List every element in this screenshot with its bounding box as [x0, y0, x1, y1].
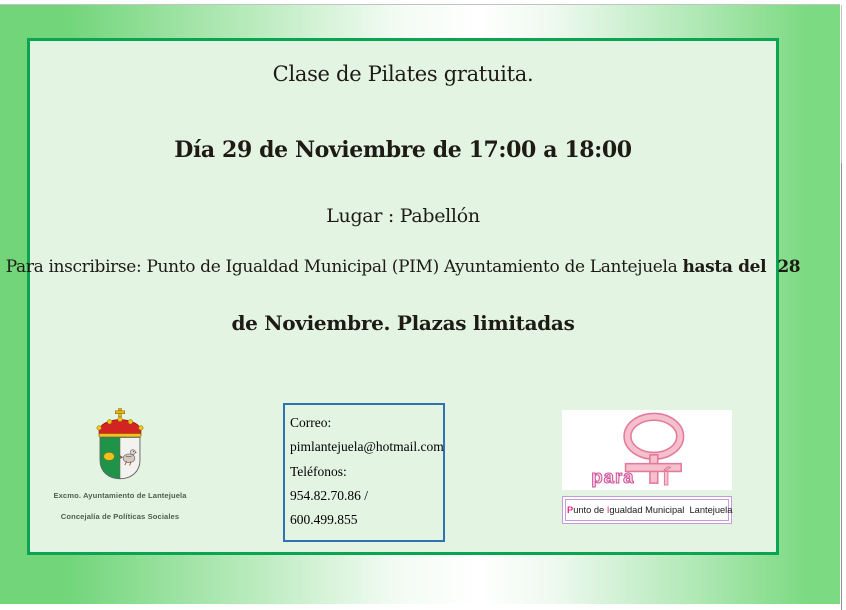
pim-caption-unto: unto de — [573, 505, 607, 515]
pim-logo-block — [562, 410, 732, 524]
pim-caption — [562, 496, 732, 524]
inscription-line-2: de Noviembre. Plazas limitadas — [231, 311, 575, 335]
contact-email-label: Correo: — [290, 415, 332, 430]
event-location-line: Lugar : Pabellón — [326, 205, 480, 227]
pim-caption-rest: gualdad Municipal Lantejuela — [609, 505, 733, 515]
contact-phones-label: Teléfonos: — [290, 463, 347, 479]
para-text: para — [591, 466, 635, 488]
ti-accent-text: í — [662, 463, 670, 490]
council-logo-block — [32, 407, 208, 521]
contact-box — [283, 403, 445, 542]
event-date-line: Día 29 de Noviembre de 17:00 a 18:00 — [174, 137, 632, 163]
council-department: Concejalía de Políticas Sociales — [60, 512, 180, 521]
council-name: Excmo. Ayuntamiento de Lantejuela — [53, 491, 187, 500]
coat-of-arms-icon — [89, 407, 151, 483]
contact-email: pimlantejuela@hotmail.com — [290, 439, 444, 455]
inscription-line-1 — [5, 257, 801, 277]
window-edge-line-top — [841, 5, 842, 163]
window-right-edge — [840, 0, 846, 610]
female-symbol-icon — [562, 410, 732, 490]
inscription-line-1-regular: Para inscribirse: Punto de Igualdad Municipal (PIM) Ayuntamiento de Lantejuela — [5, 257, 683, 277]
poster-title: Clase de Pilates gratuita. — [272, 62, 534, 86]
page-bottom-margin — [120, 604, 840, 610]
pim-caption-i: I — [606, 505, 610, 515]
contact-phones: 954.82.70.86 / 600.499.855 — [290, 487, 369, 528]
poster-panel — [5, 38, 801, 555]
pim-caption-p: P — [567, 505, 574, 515]
window-edge-line-bottom — [841, 163, 842, 610]
inscription-line-1-bold: hasta del 28 — [682, 257, 801, 277]
window-top-border — [0, 4, 840, 5]
